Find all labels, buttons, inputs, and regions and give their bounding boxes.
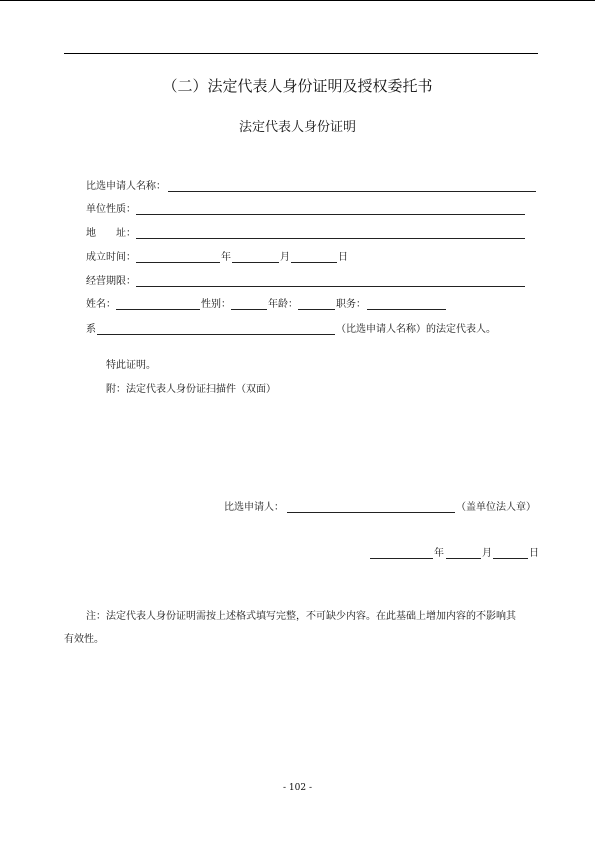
signature-day-field[interactable] [493,558,528,559]
established-year-label: 年 [221,252,231,263]
established-year-field[interactable] [136,262,220,263]
applicant-name-field[interactable] [168,191,536,192]
address-label: 地 址： [86,228,136,239]
signature-applicant-field[interactable] [287,512,455,513]
position-label: 职务： [336,299,366,310]
name-label: 姓名： [86,299,116,310]
document-subtitle: 法定代表人身份证明 [238,120,356,135]
unit-nature-label: 单位性质： [86,204,136,215]
is-suffix: （比选申请人名称）的法定代表人。 [336,324,496,335]
address-field[interactable] [136,238,525,239]
gender-label: 性别： [201,299,231,310]
is-prefix: 系 [86,324,96,335]
established-label: 成立时间： [86,252,136,263]
attachment-text: 附：法定代表人身份证扫描件（双面） [106,384,276,395]
signature-day-label: 日 [529,548,539,559]
page-number: - 102 - [283,783,312,793]
name-field[interactable] [116,309,200,310]
document-title: （二）法定代表人身份证明及授权委托书 [162,77,433,95]
business-term-label: 经营期限： [86,276,136,287]
representative-of-field[interactable] [97,334,335,335]
signature-year-label: 年 [434,548,444,559]
certify-text: 特此证明。 [106,360,156,371]
position-field[interactable] [367,309,446,310]
established-month-field[interactable] [232,262,279,263]
header-rule [64,53,538,54]
applicant-name-label: 比选申请人名称： [86,181,166,192]
age-field[interactable] [298,309,335,310]
established-day-field[interactable] [291,262,337,263]
page-top-border [0,0,595,1]
established-month-label: 月 [280,252,290,263]
established-day-label: 日 [338,252,348,263]
note-line-1: 注：法定代表人身份证明需按上述格式填写完整，不可缺少内容。在此基础上增加内容的不影响其 [86,611,516,622]
gender-field[interactable] [231,309,267,310]
note-line-2: 有效性。 [64,634,104,645]
seal-note: （盖单位法人章） [456,502,536,513]
signature-year-field[interactable] [370,558,433,559]
signature-applicant-label: 比选申请人： [224,502,284,513]
signature-month-field[interactable] [446,558,481,559]
age-label: 年龄： [268,299,298,310]
unit-nature-field[interactable] [136,214,525,215]
business-term-field[interactable] [136,286,525,287]
signature-month-label: 月 [482,548,492,559]
